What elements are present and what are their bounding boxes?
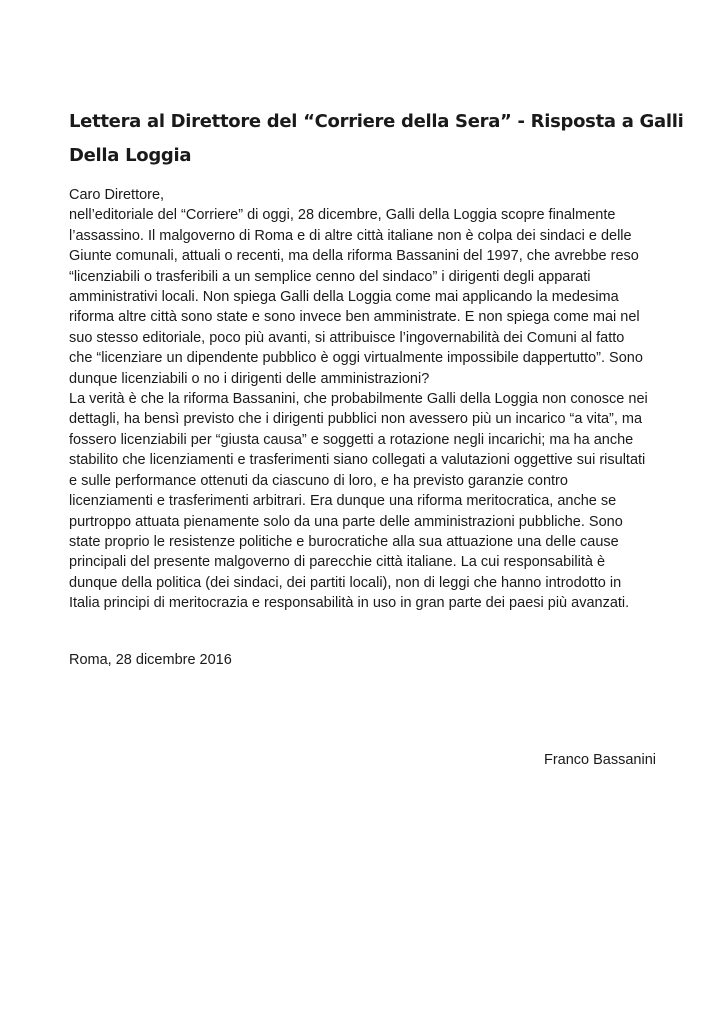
- body-line: suo stesso editoriale, poco più avanti, si attribuisce l’ingovernabilità dei Comuni al fatto: [69, 329, 625, 346]
- body-line: che “licenziare un dipendente pubblico è oggi virtualmente impossibile dappertutto”. Sono: [69, 350, 643, 367]
- body-line: Giunte comunali, attuali o recenti, ma della riforma Bassanini del 1997, che avrebbe reso: [69, 248, 639, 265]
- signature: Franco Bassanini: [543, 752, 656, 768]
- body-line: e sulle performance ottenuti da ciascuno di loro, e ha previsto garanzie contro: [69, 472, 568, 489]
- body-line: Italia principi di meritocrazia e responsabilità in uso in gran parte dei paesi più avanzati.: [69, 595, 630, 612]
- body-line: nell’editoriale del “Corriere” di oggi, 28 dicembre, Galli della Loggia scopre finalmente: [69, 207, 616, 224]
- body-line: dunque licenziabili o no i dirigenti delle amministrazioni?: [69, 370, 430, 387]
- body-line: amministrativi locali. Non spiega Galli della Loggia come mai applicando la medesima: [69, 289, 619, 306]
- body-line: licenziamenti e trasferimenti arbitrari. Era dunque una riforma meritocratica, anche se: [69, 493, 617, 510]
- letter-title: [69, 105, 684, 173]
- body-line: “licenziabili o trasferibili a un semplice cenno del sindaco” i dirigenti degli apparati: [69, 268, 591, 285]
- letter-body: [69, 185, 669, 614]
- body-line: dunque della politica (dei sindaci, dei partiti locali), non di leggi che hanno introdotto in: [69, 574, 622, 591]
- body-line: riforma altre città sono state e sono invece ben amministrate. E non spiega come mai nel: [69, 309, 640, 326]
- title-line-1: Lettera al Direttore del “Corriere della Sera” - Risposta a Galli: [69, 111, 684, 132]
- body-line: La verità è che la riforma Bassanini, che probabilmente Galli della Loggia non conosce nei: [69, 391, 648, 408]
- body-line: dettagli, ha bensì previsto che i dirigenti pubblici non avessero più un incarico “a vita”, ma: [69, 411, 643, 428]
- place-date: Roma, 28 dicembre 2016: [69, 652, 232, 668]
- body-line: l’assassino. Il malgoverno di Roma e di altre città italiane non è colpa dei sindaci e delle: [69, 227, 632, 244]
- body-line: state proprio le resistenze politiche e burocratiche alla sua attuazione una delle cause: [69, 533, 619, 550]
- body-line: stabilito che licenziamenti e trasferimenti siano collegati a valutazioni oggettive sui risultati: [69, 452, 646, 469]
- body-line: Caro Direttore,: [69, 187, 165, 203]
- body-line: fossero licenziabili per “giusta causa” e soggetti a rotazione negli incarichi; ma ha anche: [69, 431, 634, 448]
- body-line: purtroppo attuata pienamente solo da una parte delle amministrazioni pubbliche. Sono: [69, 513, 623, 530]
- title-line-2: Della Loggia: [69, 145, 192, 166]
- body-line: principali del presente malgoverno di parecchie città italiane. La cui responsabilità è: [69, 554, 606, 571]
